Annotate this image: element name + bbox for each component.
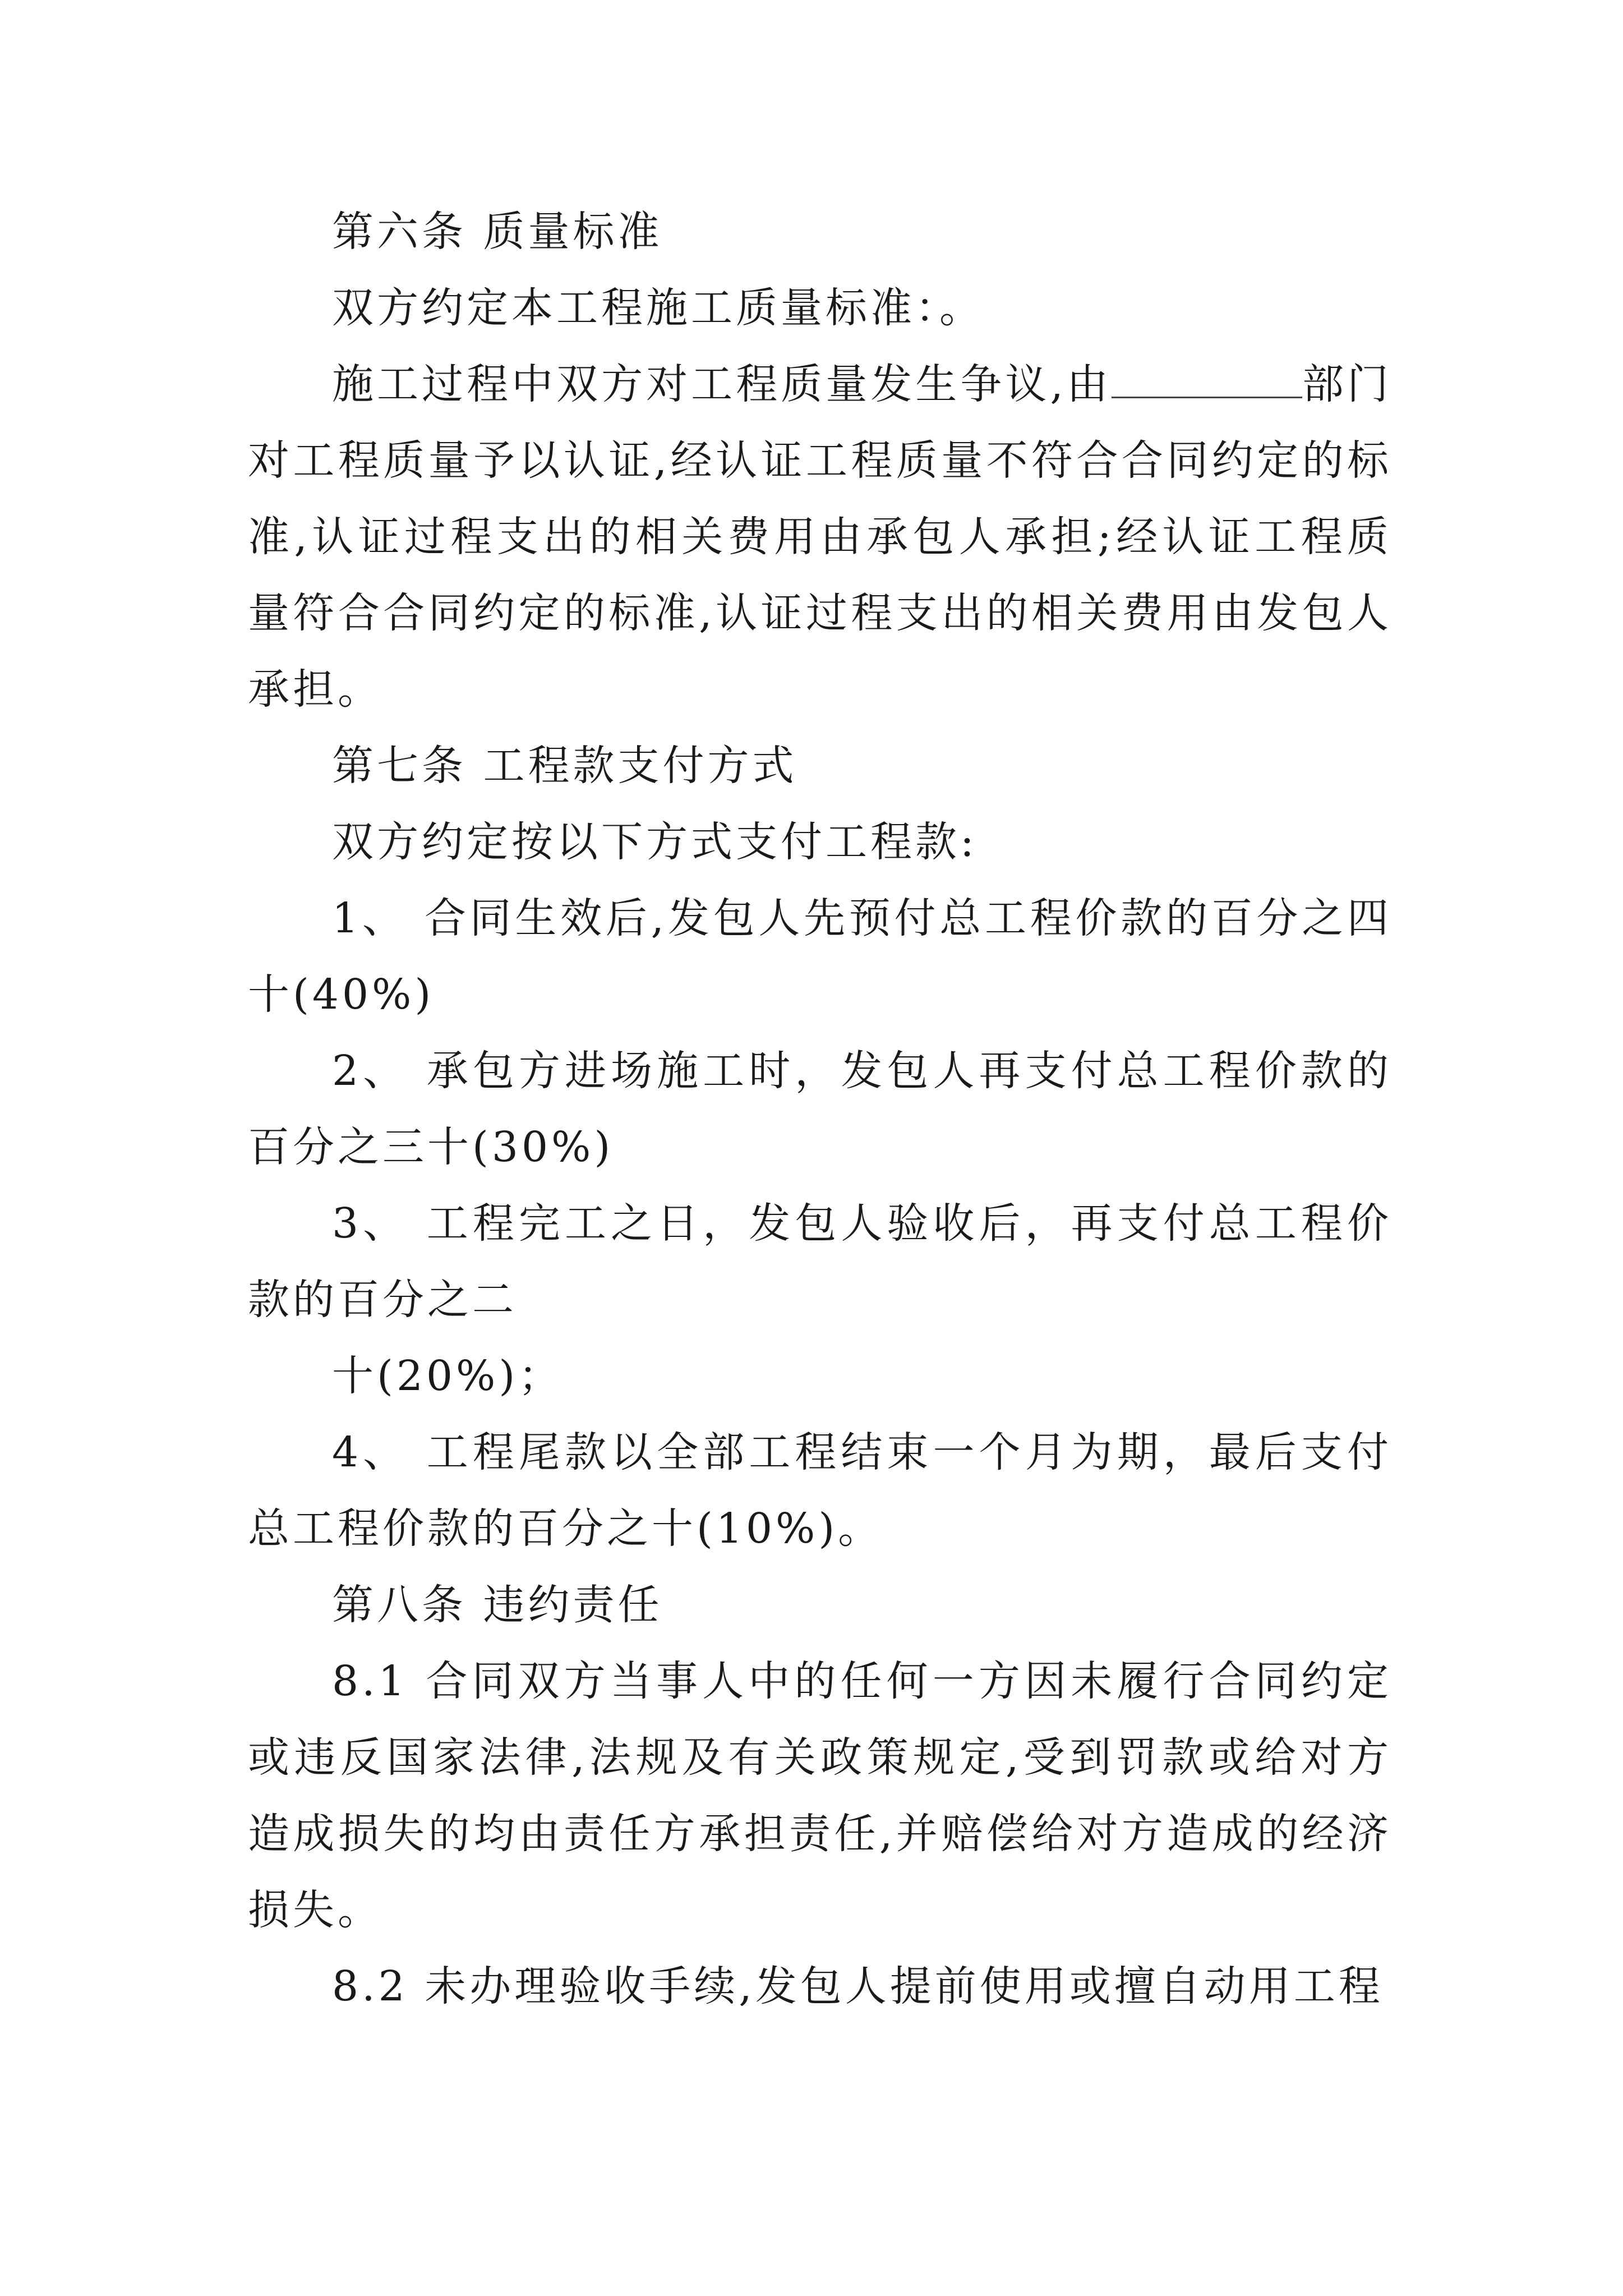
document-body bbox=[248, 194, 1392, 2024]
payment-item-4: 4、 工程尾款以全部工程结束一个月为期，最后支付总工程价款的百分之十(10%)。 bbox=[248, 1428, 1392, 1553]
article-6-dispute-clause bbox=[248, 346, 1392, 728]
article-7-intro: 双方约定按以下方式支付工程款: bbox=[332, 818, 978, 866]
payment-item-2: 2、 承包方进场施工时，发包人再支付总工程价款的百分之三十(30%) bbox=[248, 1047, 1392, 1171]
article-7-heading: 第七条 工程款支付方式 bbox=[332, 742, 797, 790]
dispute-clause-start: 施工过程中双方对工程质量发生争议,由 bbox=[332, 360, 1112, 408]
dispute-clause-end: 部门对工程质量予以认证,经认证工程质量不符合合同约定的标准,认证过程支出的相关费用由承包人承担;经认证工程质量符合合同约定的标准,认证过程支出的相关费用由发包人承担。 bbox=[248, 360, 1392, 714]
article-6-quality-standard: 双方约定本工程施工质量标准：。 bbox=[332, 284, 984, 332]
payment-item-3: 3、 工程完工之日，发包人验收后，再支付总工程价款的百分之二 bbox=[248, 1199, 1392, 1324]
article-6-heading: 第六条 质量标准 bbox=[332, 208, 663, 256]
payment-item-3-continued: 十(20%)； bbox=[332, 1352, 564, 1400]
payment-item-1: 1、 合同生效后,发包人先预付总工程价款的百分之四十(40%) bbox=[248, 894, 1392, 1019]
article-8-heading: 第八条 违约责任 bbox=[332, 1581, 663, 1629]
department-blank bbox=[1112, 356, 1302, 398]
clause-8-2: 8.2 未办理验收手续,发包人提前使用或擅自动用工程 bbox=[332, 1962, 1384, 2010]
clause-8-1: 8.1 合同双方当事人中的任何一方因未履行合同约定或违反国家法律,法规及有关政策规定,受到罚款或给对方造成损失的均由责任方承担责任,并赔偿给对方造成的经济损失。 bbox=[248, 1657, 1392, 1934]
